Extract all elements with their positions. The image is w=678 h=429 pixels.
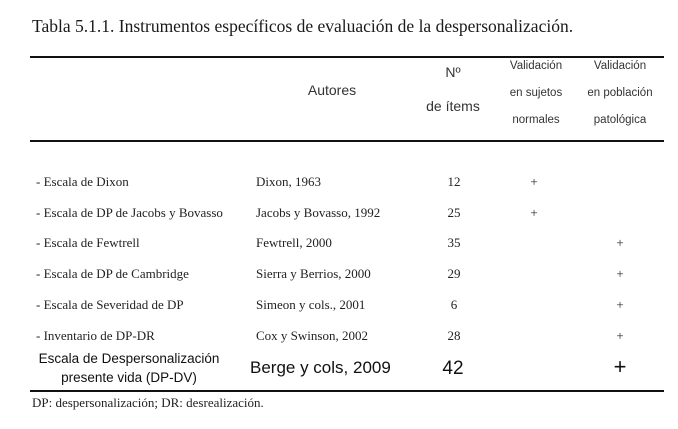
header-val-normales-1: Validación (509, 60, 563, 72)
cell-patologica: + (616, 328, 624, 343)
header-autores: Autores (307, 82, 357, 98)
cell-instrumento-line1: Escala de Despersonalización (38, 351, 220, 366)
cell-normales: + (530, 174, 538, 189)
cell-items: 25 (447, 205, 461, 220)
header-val-patologica-3: patológica (593, 114, 647, 126)
cell-patologica: + (613, 354, 627, 379)
cell-instrumento: - Inventario de DP-DR (36, 328, 155, 343)
header-val-patologica-1: Validación (593, 60, 647, 72)
cell-items: 6 (450, 297, 458, 312)
header-val-normales-3: normales (512, 114, 560, 126)
cell-items: 35 (447, 235, 461, 250)
cell-autores: Fewtrell, 2000 (256, 235, 332, 250)
cell-autores: Simeon y cols., 2001 (256, 297, 366, 312)
cell-items: 42 (442, 358, 464, 379)
header-items-line1: Nº (445, 64, 461, 80)
cell-instrumento-line2: presente vida (DP-DV) (61, 370, 197, 385)
bottom-rule (30, 390, 664, 392)
cell-autores: Cox y Swinson, 2002 (256, 328, 368, 343)
cell-instrumento: - Escala de Dixon (36, 174, 129, 189)
cell-autores: Jacobs y Bovasso, 1992 (256, 205, 381, 220)
cell-autores: Sierra y Berrios, 2000 (256, 266, 371, 281)
cell-items: 12 (447, 174, 461, 189)
cell-patologica: + (616, 297, 624, 312)
cell-items: 29 (447, 266, 461, 281)
cell-instrumento: - Escala de DP de Cambridge (36, 266, 189, 281)
cell-patologica: + (616, 266, 624, 281)
cell-instrumento: - Escala de DP de Jacobs y Bovasso (36, 205, 223, 220)
header-val-normales-2: en sujetos (509, 87, 563, 99)
header-val-patologica-2: en población (587, 87, 653, 99)
header-rule (30, 140, 664, 142)
cell-normales: + (530, 205, 538, 220)
cell-items: 28 (447, 328, 461, 343)
table-footnote: DP: despersonalización; DR: desrealización. (32, 395, 264, 410)
header-items-line2: de ítems (426, 98, 480, 114)
cell-patologica: + (616, 235, 624, 250)
table-title: Tabla 5.1.1. Instrumentos específicos de evaluación de la despersonalización. (32, 16, 574, 36)
cell-autores: Dixon, 1963 (256, 174, 321, 189)
cell-instrumento: - Escala de Severidad de DP (36, 297, 184, 312)
cell-autores: Berge y cols, 2009 (250, 358, 391, 377)
cell-instrumento: - Escala de Fewtrell (36, 235, 140, 250)
